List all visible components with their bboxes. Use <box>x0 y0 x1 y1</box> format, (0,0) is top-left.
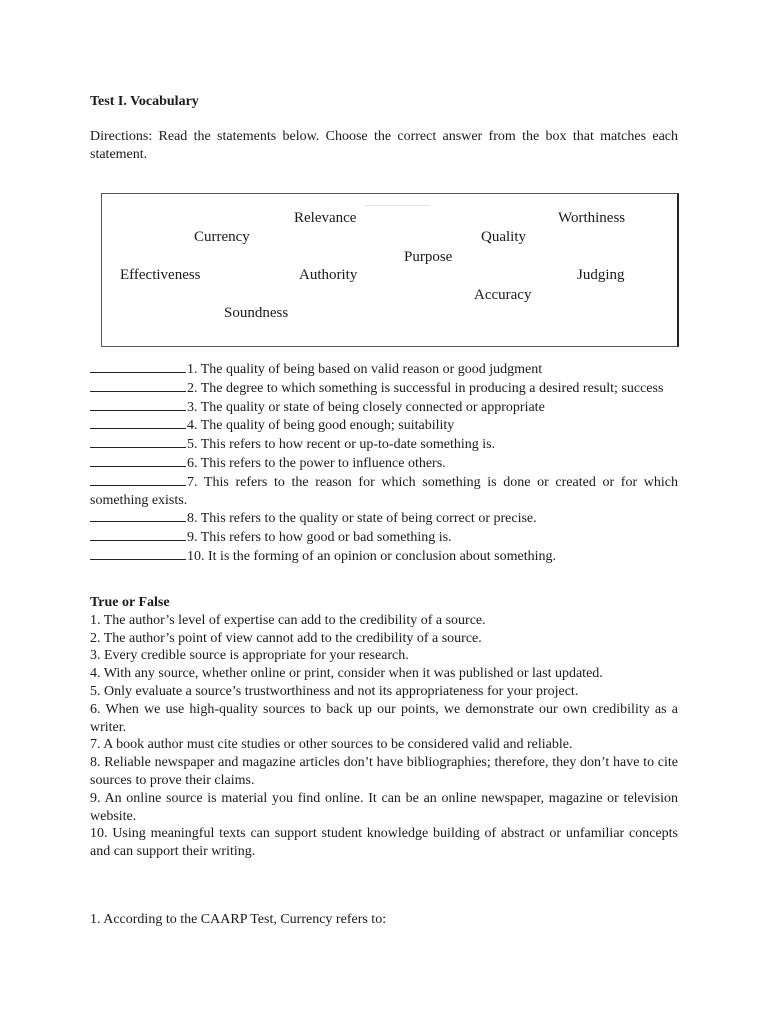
vocabulary-item: 2. The degree to which something is successful in producing a desired result; success <box>90 379 678 398</box>
question-text: 1. According to the CAARP Test, Currency refers to: <box>90 912 387 927</box>
true-false-statement: 6. When we use high-quality sources to back up our points, we demonstrate our own credibility as a writer. <box>90 701 678 735</box>
true-false-statement: 1. The author’s level of expertise can add to the credibility of a source. <box>90 612 486 628</box>
true-false-statement: 7. A book author must cite studies or other sources to be considered valid and reliable. <box>90 737 573 753</box>
word-currency: Currency <box>194 229 250 245</box>
word-accuracy: Accuracy <box>474 287 532 303</box>
true-false-statement: 3. Every credible source is appropriate for your research. <box>90 648 409 664</box>
true-false-statement: 8. Reliable newspaper and magazine articles don’t have bibliographies; therefore, they don’t have to cite sources to prove their claims. <box>90 755 678 788</box>
answer-blank[interactable] <box>90 454 186 467</box>
answer-blank[interactable] <box>90 416 186 429</box>
vocabulary-item: 9. This refers to how good or bad something is. <box>90 528 678 547</box>
answer-blank[interactable] <box>90 528 186 541</box>
directions-text: Directions: Read the statements below. Choose the correct answer from the box that matches each statement. <box>90 129 678 162</box>
vocabulary-item: 10. It is the forming of an opinion or conclusion about something. <box>90 547 678 566</box>
word-authority: Authority <box>299 267 358 283</box>
true-false-section <box>90 594 678 861</box>
vocabulary-item: 7. This refers to the reason for which something is done or created or for which something exists. <box>90 474 678 508</box>
true-false-statement: 9. An online source is material you find online. It can be an online newspaper, magazine or television website. <box>90 790 678 824</box>
answer-blank[interactable] <box>90 398 186 411</box>
vocabulary-item: 5. This refers to how recent or up-to-date something is. <box>90 435 678 454</box>
vocabulary-item: 6. This refers to the power to influence others. <box>90 454 678 473</box>
vocabulary-item: 1. The quality of being based on valid reason or good judgment <box>90 360 678 379</box>
true-false-statement: 5. Only evaluate a source’s trustworthiness and not its appropriateness for your project. <box>90 683 579 699</box>
answer-blank[interactable] <box>90 435 186 448</box>
answer-blank[interactable] <box>90 547 186 560</box>
box-divider-mark <box>365 205 430 206</box>
word-purpose: Purpose <box>404 249 453 265</box>
vocabulary-item: 3. The quality or state of being closely connected or appropriate <box>90 398 678 417</box>
word-soundness: Soundness <box>224 305 289 321</box>
test-title: Test I. Vocabulary <box>90 94 199 109</box>
true-false-statement: 2. The author’s point of view cannot add to the credibility of a source. <box>90 630 482 646</box>
vocabulary-item: 4. The quality of being good enough; suitability <box>90 416 678 435</box>
true-false-title: True or False <box>90 595 170 610</box>
vocabulary-item: 8. This refers to the quality or state of being correct or precise. <box>90 509 678 528</box>
word-quality: Quality <box>481 229 526 245</box>
answer-blank[interactable] <box>90 379 186 392</box>
word-judging: Judging <box>577 267 625 283</box>
word-relevance: Relevance <box>294 210 357 226</box>
vocabulary-item-list <box>90 360 678 566</box>
true-false-statement: 4. With any source, whether online or print, consider when it was published or last updated. <box>90 666 603 682</box>
word-effectiveness: Effectiveness <box>120 267 201 283</box>
answer-blank[interactable] <box>90 360 186 373</box>
answer-blank[interactable] <box>90 473 186 486</box>
true-false-statement: 10. Using meaningful texts can support student knowledge building of abstract or unfamiliar concepts and can support their writing. <box>90 826 678 860</box>
answer-blank[interactable] <box>90 509 186 522</box>
word-worthiness: Worthiness <box>558 210 626 226</box>
